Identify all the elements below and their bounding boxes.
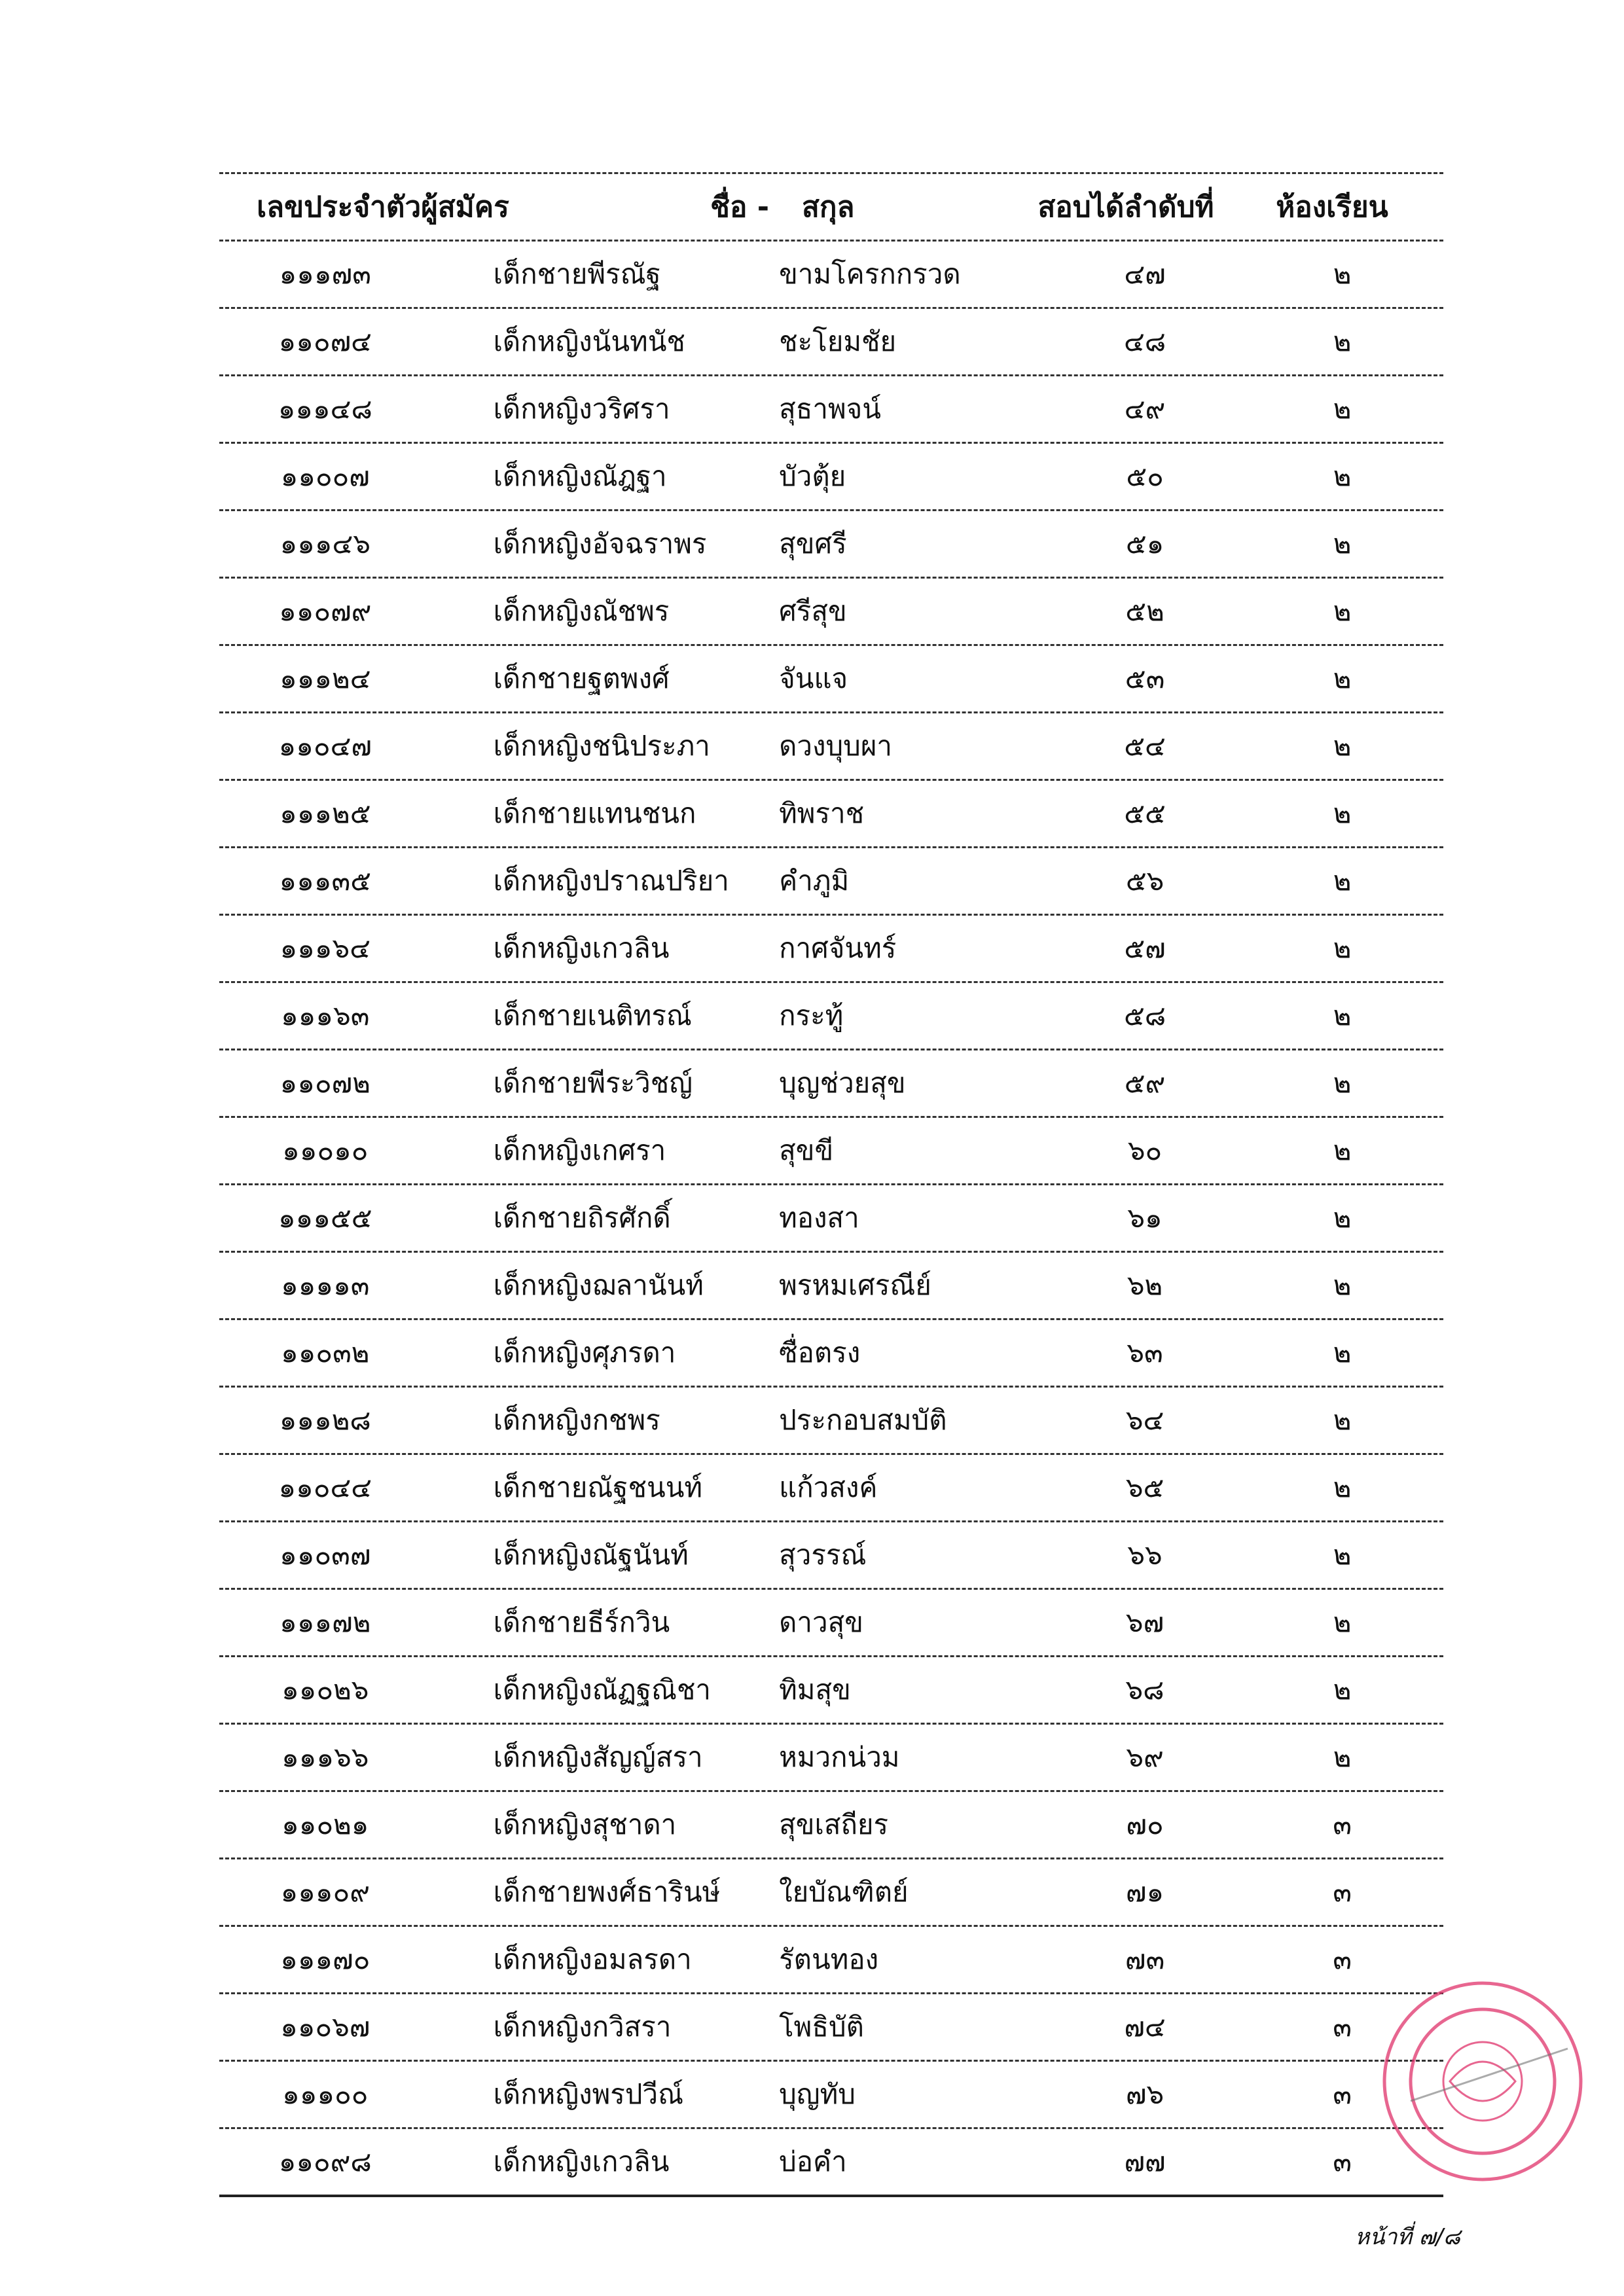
exam-rank: ๕๘ bbox=[1123, 999, 1166, 1031]
classroom: ๓ bbox=[1333, 2078, 1352, 2110]
applicant-id: ๑๑๑๕๕ bbox=[278, 1202, 372, 1234]
student-name: เด็กหญิงสัญญ์สรา bbox=[493, 1741, 703, 1773]
table-row bbox=[219, 309, 1443, 376]
student-surname: บัวตุ้ย bbox=[779, 460, 846, 492]
exam-rank: ๖๗ bbox=[1125, 1606, 1164, 1638]
applicant-id: ๑๑๐๙๘ bbox=[278, 2145, 372, 2178]
page-number: หน้าที่ ๗/๘ bbox=[1354, 2224, 1460, 2250]
table-row bbox=[219, 1725, 1443, 1792]
student-surname: รัตนทอง bbox=[779, 1943, 879, 1975]
classroom: ๒ bbox=[1333, 595, 1352, 627]
table-row bbox=[219, 2129, 1443, 2197]
student-surname: ดวงบุบผา bbox=[779, 730, 893, 762]
student-surname: กาศจันทร์ bbox=[779, 932, 897, 964]
table-row bbox=[219, 1657, 1443, 1725]
student-surname: ชะโยมชัย bbox=[779, 325, 897, 357]
exam-rank: ๖๔ bbox=[1125, 1404, 1164, 1436]
header-surname: สกุล bbox=[802, 190, 855, 224]
classroom: ๓ bbox=[1333, 1808, 1352, 1840]
student-surname: สุวรรณ์ bbox=[779, 1539, 867, 1571]
student-name: เด็กหญิงเกศรา bbox=[493, 1134, 666, 1166]
table-row bbox=[219, 1388, 1443, 1455]
exam-rank: ๖๖ bbox=[1127, 1539, 1163, 1571]
table-row bbox=[219, 444, 1443, 511]
student-name: เด็กหญิงณัชพร bbox=[493, 595, 670, 627]
student-name: เด็กชายฐตพงศ์ bbox=[493, 662, 670, 694]
applicant-id: ๑๑๐๔๔ bbox=[278, 1471, 372, 1503]
student-name: เด็กหญิงนันทนัช bbox=[493, 325, 685, 357]
table-row bbox=[219, 1050, 1443, 1118]
header-id: เลขประจำตัวผู้สมัคร bbox=[257, 190, 509, 224]
student-surname: บุญทับ bbox=[779, 2078, 856, 2110]
student-surname: ดาวสุข bbox=[779, 1606, 863, 1638]
exam-rank: ๕๕ bbox=[1124, 797, 1166, 829]
header-rank: สอบได้ลำดับที่ bbox=[1038, 190, 1214, 224]
student-surname: สุขขี bbox=[779, 1134, 834, 1166]
classroom: ๒ bbox=[1333, 932, 1352, 964]
student-surname: พรหมเศรณีย์ bbox=[779, 1269, 931, 1301]
applicant-id: ๑๑๑๗๓ bbox=[279, 258, 371, 290]
exam-rank: ๖๒ bbox=[1127, 1269, 1163, 1301]
classroom: ๒ bbox=[1333, 1134, 1352, 1166]
applicant-id: ๑๑๑๔๖ bbox=[280, 528, 370, 560]
classroom: ๓ bbox=[1333, 2145, 1352, 2178]
exam-rank: ๖๓ bbox=[1127, 1336, 1163, 1369]
student-name: เด็กหญิงอัจฉราพร bbox=[493, 528, 707, 560]
exam-rank: ๕๓ bbox=[1125, 662, 1165, 694]
applicant-id: ๑๑๑๑๓ bbox=[281, 1269, 370, 1301]
exam-rank: ๗๔ bbox=[1124, 2011, 1166, 2043]
applicant-id: ๑๑๑๒๕ bbox=[280, 797, 371, 829]
applicant-id: ๑๑๐๓๗ bbox=[280, 1539, 371, 1571]
exam-rank: ๕๙ bbox=[1124, 1067, 1166, 1099]
student-surname: หมวกน่วม bbox=[779, 1741, 900, 1773]
student-name: เด็กชายพีรณัฐ bbox=[493, 258, 661, 290]
applicant-id: ๑๑๑๖๓ bbox=[281, 999, 370, 1031]
applicant-id: ๑๑๐๔๗ bbox=[278, 730, 372, 762]
classroom: ๒ bbox=[1333, 528, 1352, 560]
student-name: เด็กหญิงณัฐนันท์ bbox=[493, 1539, 689, 1571]
student-name: เด็กชายธีร์กวิน bbox=[493, 1606, 670, 1638]
student-surname: ประกอบสมบัติ bbox=[779, 1404, 947, 1436]
student-surname: กระทู้ bbox=[779, 999, 844, 1031]
classroom: ๒ bbox=[1333, 460, 1352, 492]
table-row bbox=[219, 376, 1443, 444]
student-name: เด็กหญิงอมลรดา bbox=[493, 1943, 692, 1975]
table-row bbox=[219, 848, 1443, 916]
applicant-id: ๑๑๑๓๕ bbox=[279, 865, 372, 897]
applicant-id: ๑๑๑๒๔ bbox=[280, 662, 371, 694]
student-surname: บ่อคำ bbox=[779, 2145, 847, 2178]
table-row bbox=[219, 2062, 1443, 2129]
header-room: ห้องเรียน bbox=[1276, 190, 1388, 224]
applicant-id: ๑๑๐๒๖ bbox=[281, 1674, 369, 1706]
applicant-id: ๑๑๐๖๗ bbox=[280, 2011, 370, 2043]
classroom: ๒ bbox=[1333, 1539, 1352, 1571]
applicant-id: ๑๑๑๖๔ bbox=[280, 932, 370, 964]
classroom: ๒ bbox=[1333, 1606, 1352, 1638]
table-row bbox=[219, 1994, 1443, 2062]
classroom: ๒ bbox=[1333, 1067, 1352, 1099]
student-name: เด็กหญิงกวิสรา bbox=[493, 2011, 672, 2043]
table-row bbox=[219, 1522, 1443, 1590]
student-name: เด็กชายแทนชนก bbox=[493, 797, 696, 829]
exam-rank: ๗๑ bbox=[1125, 1876, 1164, 1908]
table-row bbox=[219, 1253, 1443, 1320]
applicant-id: ๑๑๐๑๐ bbox=[282, 1134, 369, 1166]
student-name: เด็กหญิงปราณปริยา bbox=[493, 865, 729, 897]
exam-rank: ๔๗ bbox=[1124, 258, 1166, 290]
exam-rank: ๗๗ bbox=[1124, 2145, 1166, 2178]
student-name: เด็กชายพงศ์ธารินษ์ bbox=[493, 1876, 721, 1908]
exam-rank: ๕๑ bbox=[1125, 528, 1164, 560]
student-surname: ทิพราช bbox=[779, 797, 865, 829]
student-surname: สุขเสถียร bbox=[779, 1808, 889, 1840]
applicant-id: ๑๑๐๗๔ bbox=[278, 325, 372, 357]
table-row bbox=[219, 1118, 1443, 1185]
exam-rank: ๕๔ bbox=[1124, 730, 1166, 762]
classroom: ๒ bbox=[1333, 1336, 1352, 1369]
table-row bbox=[219, 781, 1443, 848]
student-surname: ซื่อตรง bbox=[779, 1336, 861, 1369]
student-name: เด็กหญิงฌลานันท์ bbox=[493, 1269, 704, 1301]
applicant-id: ๑๑๑๔๘ bbox=[278, 393, 372, 425]
exam-rank: ๖๘ bbox=[1125, 1674, 1164, 1706]
table-row bbox=[219, 1792, 1443, 1859]
student-name: เด็กหญิงพรปวีณ์ bbox=[493, 2078, 684, 2110]
applicant-id: ๑๑๐๗๒ bbox=[280, 1067, 370, 1099]
classroom: ๒ bbox=[1333, 730, 1352, 762]
student-name: เด็กหญิงเกวลิน bbox=[493, 932, 670, 964]
student-surname: จันแจ bbox=[779, 662, 848, 694]
applicant-id: ๑๑๑๐๐ bbox=[282, 2078, 369, 2110]
classroom: ๒ bbox=[1333, 797, 1352, 829]
table-row bbox=[219, 1859, 1443, 1927]
exam-rank: ๕๐ bbox=[1126, 460, 1164, 492]
classroom: ๒ bbox=[1333, 1202, 1352, 1234]
table-row bbox=[219, 916, 1443, 983]
classroom: ๓ bbox=[1333, 1943, 1352, 1975]
classroom: ๒ bbox=[1333, 325, 1352, 357]
student-surname: ทิมสุข bbox=[779, 1674, 851, 1706]
classroom: ๒ bbox=[1333, 662, 1352, 694]
applicant-id: ๑๑๐๒๑ bbox=[281, 1808, 369, 1840]
table-row bbox=[219, 1320, 1443, 1388]
applicant-id: ๑๑๑๗๒ bbox=[280, 1606, 371, 1638]
table-row bbox=[219, 1185, 1443, 1253]
classroom: ๒ bbox=[1333, 865, 1352, 897]
student-name: เด็กหญิงศุภรดา bbox=[493, 1336, 676, 1369]
exam-rank: ๗๐ bbox=[1126, 1808, 1164, 1840]
student-surname: แก้วสงค์ bbox=[779, 1471, 878, 1503]
classroom: ๒ bbox=[1333, 999, 1352, 1031]
student-name: เด็กหญิงเกวลิน bbox=[493, 2145, 670, 2178]
table-row bbox=[219, 579, 1443, 646]
school-seal-stamp-icon bbox=[1371, 1970, 1594, 2193]
student-surname: โพธิบัติ bbox=[779, 2011, 864, 2043]
table-body bbox=[219, 242, 1443, 2197]
results-table bbox=[219, 172, 1443, 2197]
student-name: เด็กหญิงณัฎฐา bbox=[493, 460, 667, 492]
exam-rank: ๗๖ bbox=[1125, 2078, 1164, 2110]
student-name: เด็กหญิงณัฏฐณิชา bbox=[493, 1674, 712, 1706]
student-name: เด็กหญิงวริศรา bbox=[493, 393, 670, 425]
student-name: เด็กชายถิรศักดิ์ bbox=[493, 1202, 671, 1234]
exam-rank: ๗๓ bbox=[1125, 1943, 1165, 1975]
exam-rank: ๔๙ bbox=[1124, 393, 1166, 425]
exam-rank: ๖๙ bbox=[1126, 1741, 1164, 1773]
student-name: เด็กหญิงชนิประภา bbox=[493, 730, 710, 762]
table-row bbox=[219, 1455, 1443, 1522]
classroom: ๒ bbox=[1333, 1404, 1352, 1436]
classroom: ๓ bbox=[1333, 2011, 1352, 2043]
exam-rank: ๖๑ bbox=[1127, 1202, 1163, 1234]
classroom: ๓ bbox=[1333, 1876, 1352, 1908]
student-name: เด็กหญิงสุชาดา bbox=[493, 1808, 677, 1840]
classroom: ๒ bbox=[1333, 1741, 1352, 1773]
table-row bbox=[219, 713, 1443, 781]
student-name: เด็กชายณัฐชนนท์ bbox=[493, 1471, 703, 1503]
applicant-id: ๑๑๐๓๒ bbox=[281, 1336, 370, 1369]
table-header bbox=[219, 174, 1443, 242]
student-surname: ขามโครกกรวด bbox=[779, 258, 961, 290]
classroom: ๒ bbox=[1333, 1674, 1352, 1706]
applicant-id: ๑๑๑๒๘ bbox=[279, 1404, 371, 1436]
table-row bbox=[219, 1590, 1443, 1657]
table-row bbox=[219, 1927, 1443, 1994]
table-row bbox=[219, 983, 1443, 1050]
student-surname: ใยบัณฑิตย์ bbox=[779, 1876, 909, 1908]
applicant-id: ๑๑๑๐๙ bbox=[280, 1876, 370, 1908]
student-name: เด็กหญิงกชพร bbox=[493, 1404, 660, 1436]
header-name: ชื่อ - bbox=[710, 190, 769, 224]
exam-rank: ๖๐ bbox=[1127, 1134, 1163, 1166]
applicant-id: ๑๑๑๖๖ bbox=[281, 1741, 369, 1773]
table-row bbox=[219, 646, 1443, 713]
applicant-id: ๑๑๐๗๙ bbox=[279, 595, 372, 627]
student-surname: คำภูมิ bbox=[779, 865, 850, 897]
applicant-id: ๑๑๐๐๗ bbox=[280, 460, 370, 492]
exam-rank: ๔๘ bbox=[1123, 325, 1166, 357]
exam-rank: ๕๗ bbox=[1124, 932, 1166, 964]
student-surname: สุธาพจน์ bbox=[779, 393, 881, 425]
exam-rank: ๕๒ bbox=[1125, 595, 1164, 627]
student-surname: บุญช่วยสุข bbox=[779, 1067, 906, 1099]
table-row bbox=[219, 511, 1443, 579]
student-surname: สุขศรี bbox=[779, 528, 847, 560]
classroom: ๒ bbox=[1333, 1269, 1352, 1301]
student-name: เด็กชายเนติทรณ์ bbox=[493, 999, 692, 1031]
student-name: เด็กชายพีระวิชญ์ bbox=[493, 1067, 693, 1099]
table-row bbox=[219, 242, 1443, 309]
exam-rank: ๕๖ bbox=[1125, 865, 1164, 897]
exam-rank: ๖๕ bbox=[1125, 1471, 1164, 1503]
student-surname: ศรีสุข bbox=[779, 595, 847, 627]
applicant-id: ๑๑๑๗๐ bbox=[280, 1943, 370, 1975]
classroom: ๒ bbox=[1333, 258, 1352, 290]
student-surname: ทองสา bbox=[779, 1202, 859, 1234]
classroom: ๒ bbox=[1333, 1471, 1352, 1503]
classroom: ๒ bbox=[1333, 393, 1352, 425]
